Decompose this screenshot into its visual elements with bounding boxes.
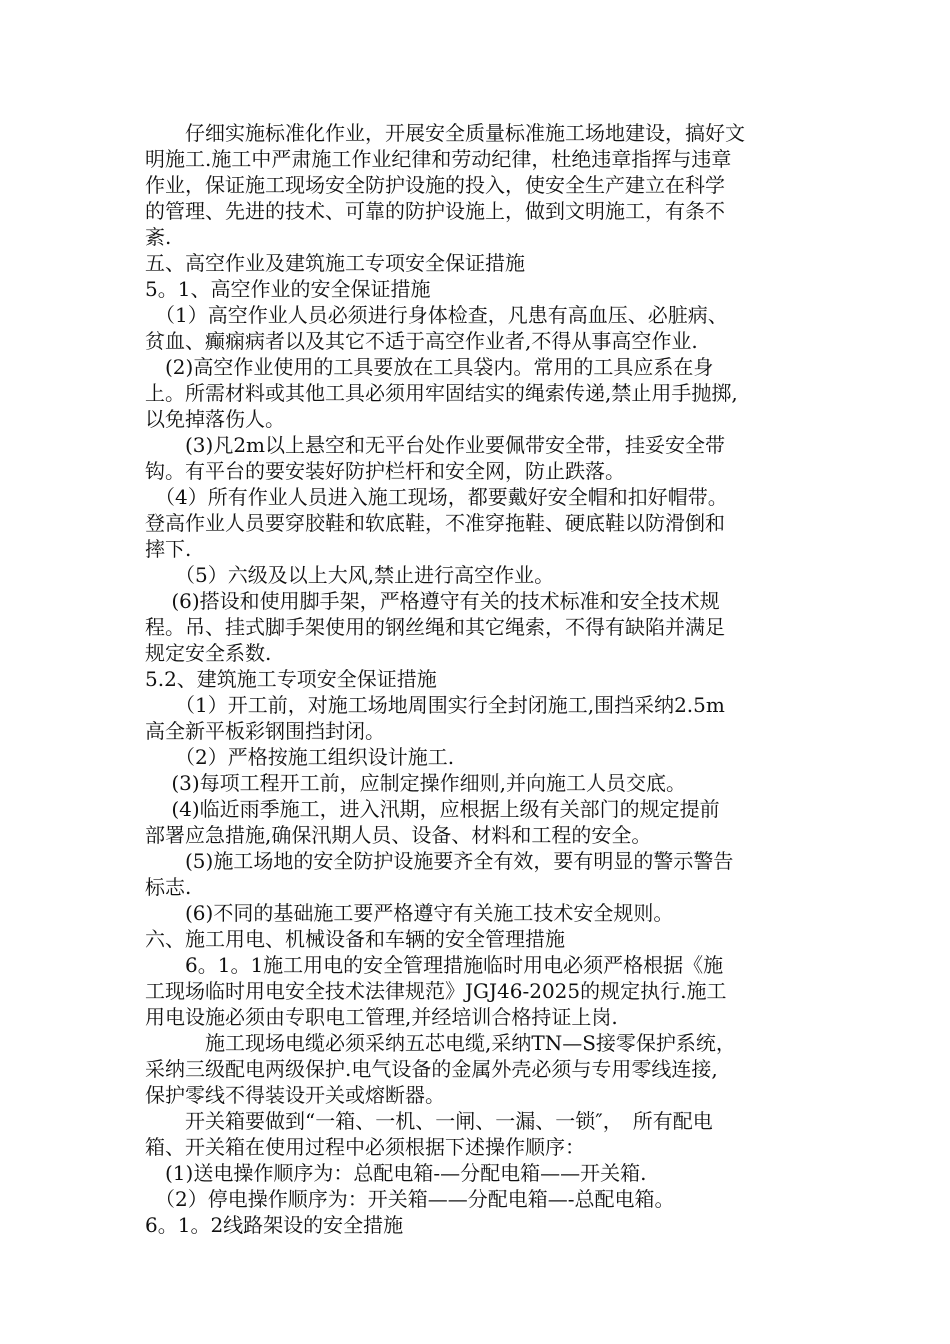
paragraph-line: （2）严格按施工组织设计施工. xyxy=(145,745,455,769)
paragraph-line: （5）六级及以上大风,禁止进行高空作业。 xyxy=(145,563,555,587)
paragraph-line: (6)不同的基础施工要严格遵守有关施工技术安全规则。 xyxy=(145,901,674,925)
subsection-heading: 5。1、高空作业的安全保证措施 xyxy=(145,277,431,301)
paragraph-line: (2)高空作业使用的工具要放在工具袋内。常用的工具应系在身 xyxy=(145,355,714,379)
paragraph-line: 箱、开关箱在使用过程中必须根据下述操作顺序： xyxy=(145,1135,585,1159)
paragraph-line: (6)搭设和使用脚手架，严格遵守有关的技术标准和安全技术规 xyxy=(145,589,720,613)
paragraph-line: (3)凡2m以上悬空和无平台处作业要佩带安全带，挂妥安全带 xyxy=(145,433,726,457)
paragraph-line: （1）开工前，对施工场地周围实行全封闭施工,围挡采纳2.5m xyxy=(145,693,725,717)
paragraph-line: 上。所需材料或其他工具必须用牢固结实的绳索传递,禁止用手抛掷, xyxy=(145,381,738,405)
section-heading: 五、高空作业及建筑施工专项安全保证措施 xyxy=(145,251,525,275)
paragraph-line: (4)临近雨季施工，进入汛期，应根据上级有关部门的规定提前 xyxy=(145,797,720,821)
paragraph-line: 摔下. xyxy=(145,537,192,561)
paragraph-line: （2）停电操作顺序为：开关箱——分配电箱—-总配电箱。 xyxy=(145,1187,675,1211)
paragraph-line: 登高作业人员要穿胶鞋和软底鞋，不准穿拖鞋、硬底鞋以防滑倒和 xyxy=(145,511,725,535)
paragraph-line: 的管理、先进的技术、可靠的防护设施上，做到文明施工，有条不 xyxy=(145,199,725,223)
paragraph-line: 6。1。1施工用电的安全管理措施临时用电必须严格根据《施 xyxy=(145,953,724,977)
paragraph-line: 高全新平板彩钢围挡封闭。 xyxy=(145,719,385,743)
paragraph-line: 以免掉落伤人。 xyxy=(145,407,285,431)
paragraph-line: 部署应急措施,确保汛期人员、设备、材料和工程的安全。 xyxy=(145,823,652,847)
paragraph-line: 钩。有平台的要安装好防护栏杆和安全网，防止跌落。 xyxy=(145,459,625,483)
subsection-heading: 5.2、建筑施工专项安全保证措施 xyxy=(145,667,437,691)
paragraph-line: 明施工.施工中严肃施工作业纪律和劳动纪律，杜绝违章指挥与违章 xyxy=(145,147,732,171)
paragraph-line: 标志. xyxy=(145,875,192,899)
paragraph-line: 仔细实施标准化作业，开展安全质量标准施工场地建设，搞好文 xyxy=(145,121,745,145)
paragraph-line: 施工现场电缆必须采纳五芯电缆,采纳TN—S接零保护系统， xyxy=(145,1031,736,1055)
document-body xyxy=(145,120,815,1238)
subsection-heading: 6。1。2线路架设的安全措施 xyxy=(145,1213,404,1237)
paragraph-line: 规定安全系数. xyxy=(145,641,272,665)
paragraph-line: 用电设施必须由专职电工管理,并经培训合格持证上岗. xyxy=(145,1005,618,1029)
paragraph-line: （1）高空作业人员必须进行身体检查，凡患有高血压、必脏病、 xyxy=(145,303,728,327)
paragraph-line: 开关箱要做到“一箱、一机、一闸、一漏、一锁″， 所有配电 xyxy=(145,1109,713,1133)
paragraph-line: 采纳三级配电两级保护.电气设备的金属外壳必须与专用零线连接, xyxy=(145,1057,718,1081)
paragraph-line: 程。吊、挂式脚手架使用的钢丝绳和其它绳索，不得有缺陷并满足 xyxy=(145,615,725,639)
paragraph-line: （4）所有作业人员进入施工现场，都要戴好安全帽和扣好帽带。 xyxy=(145,485,728,509)
paragraph-line: 保护零线不得装设开关或熔断器。 xyxy=(145,1083,445,1107)
paragraph-line: 作业，保证施工现场安全防护设施的投入，使安全生产建立在科学 xyxy=(145,173,725,197)
paragraph-line: 贫血、癫痫病者以及其它不适于高空作业者,不得从事高空作业. xyxy=(145,329,698,353)
paragraph-line: (3)每项工程开工前，应制定操作细则,并向施工人员交底。 xyxy=(145,771,687,795)
paragraph-line: (5)施工场地的安全防护设施要齐全有效，要有明显的警示警告 xyxy=(145,849,734,873)
paragraph-line: 工现场临时用电安全技术法律规范》JGJ46-2025的规定执行.施工 xyxy=(145,979,727,1003)
paragraph-line: (1)送电操作顺序为：总配电箱-—分配电箱——开关箱. xyxy=(145,1161,647,1185)
section-heading: 六、施工用电、机械设备和车辆的安全管理措施 xyxy=(145,927,565,951)
paragraph-line: 紊. xyxy=(145,225,172,249)
